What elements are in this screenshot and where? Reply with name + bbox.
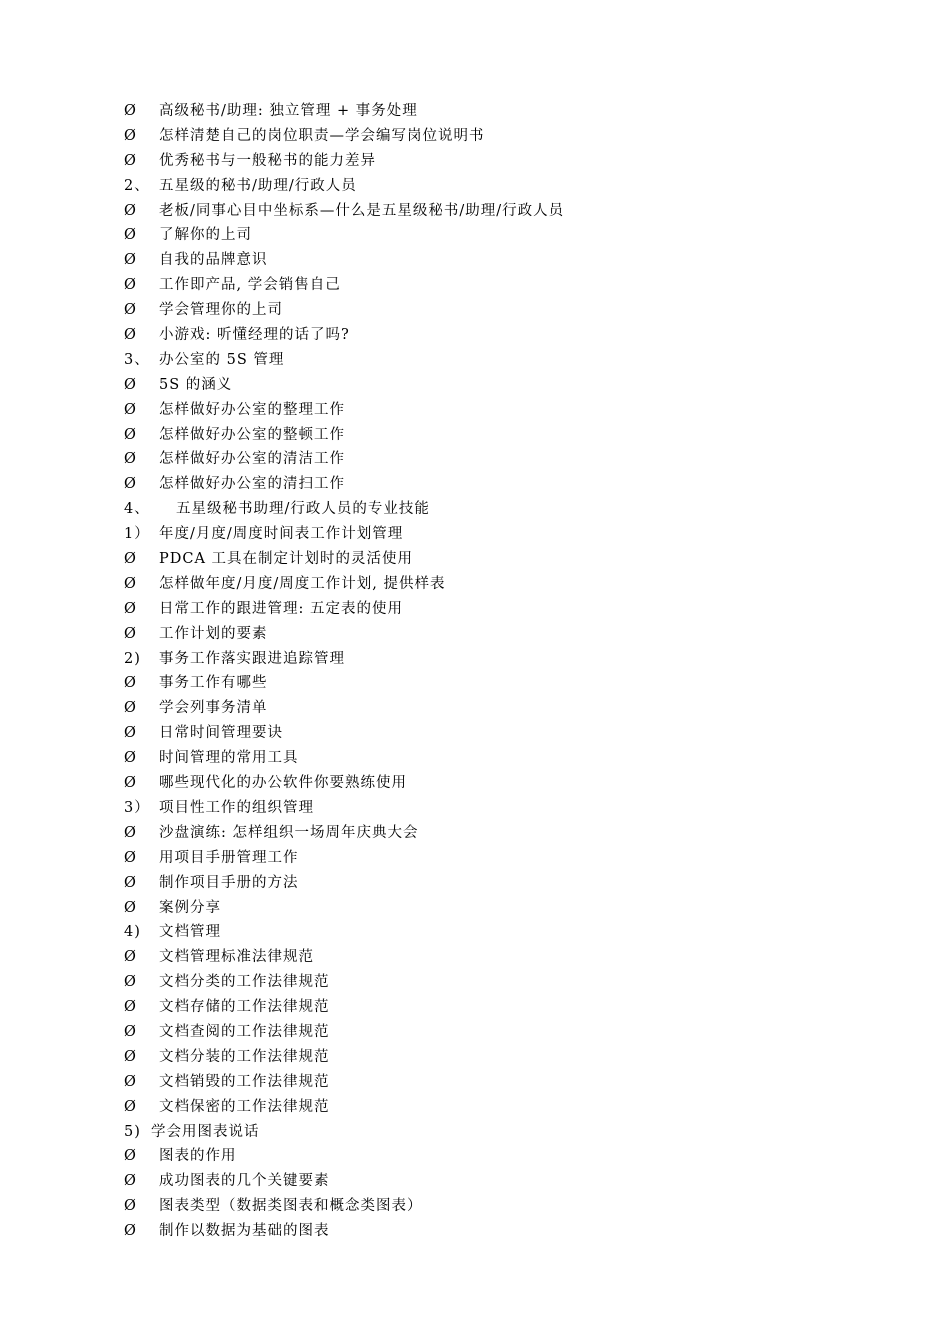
bullet-marker: Ø bbox=[124, 625, 137, 642]
list-item bbox=[124, 174, 884, 199]
list-item bbox=[124, 1144, 884, 1169]
list-item-text: 怎样做好办公室的清扫工作 bbox=[159, 476, 345, 493]
list-item bbox=[124, 423, 884, 448]
list-item-text: 学会用图表说话 bbox=[151, 1123, 260, 1140]
list-item-text: 日常时间管理要诀 bbox=[159, 725, 283, 742]
list-item-text: 怎样做年度/月度/周度工作计划, 提供样表 bbox=[159, 575, 446, 592]
list-item bbox=[124, 1194, 884, 1219]
list-item-text: 文档管理标准法律规范 bbox=[159, 949, 314, 966]
list-item bbox=[124, 124, 884, 149]
list-item bbox=[124, 995, 884, 1020]
list-item bbox=[124, 746, 884, 771]
list-item-text: 怎样做好办公室的整理工作 bbox=[159, 401, 345, 418]
list-item bbox=[124, 323, 884, 348]
list-item-text: 五星级秘书助理/行政人员的专业技能 bbox=[176, 501, 430, 518]
list-item-text: 哪些现代化的办公软件你要熟练使用 bbox=[159, 775, 407, 792]
bullet-marker: Ø bbox=[124, 1098, 137, 1115]
list-item bbox=[124, 821, 884, 846]
bullet-marker: Ø bbox=[124, 725, 137, 742]
list-item-text: 案例分享 bbox=[159, 899, 221, 916]
bullet-marker: Ø bbox=[124, 227, 137, 244]
list-item bbox=[124, 945, 884, 970]
document-body bbox=[124, 99, 884, 1244]
list-item bbox=[124, 896, 884, 921]
bullet-marker: Ø bbox=[124, 775, 137, 792]
list-item-text: 小游戏: 听懂经理的话了吗? bbox=[159, 327, 350, 344]
section-number: 4、 bbox=[124, 501, 150, 518]
list-item-text: 制作以数据为基础的图表 bbox=[159, 1223, 330, 1240]
bullet-marker: Ø bbox=[124, 1023, 137, 1040]
list-item-text: 事务工作落实跟进追踪管理 bbox=[159, 650, 345, 667]
bullet-marker: Ø bbox=[124, 277, 137, 294]
list-item-text: 学会管理你的上司 bbox=[159, 302, 283, 319]
list-item bbox=[124, 1120, 884, 1145]
list-item-text: 学会列事务清单 bbox=[159, 700, 268, 717]
list-item bbox=[124, 796, 884, 821]
bullet-marker: Ø bbox=[124, 849, 137, 866]
bullet-marker: Ø bbox=[124, 1173, 137, 1190]
list-item bbox=[124, 597, 884, 622]
bullet-marker: Ø bbox=[124, 202, 137, 219]
list-item-text: 年度/月度/周度时间表工作计划管理 bbox=[159, 526, 404, 543]
list-item bbox=[124, 1095, 884, 1120]
list-item-text: 沙盘演练: 怎样组织一场周年庆典大会 bbox=[159, 824, 419, 841]
list-item-text: 高级秘书/助理: 独立管理 + 事务处理 bbox=[159, 103, 418, 119]
list-item-text: 图表的作用 bbox=[159, 1148, 237, 1165]
list-item-text: 五星级的秘书/助理/行政人员 bbox=[159, 177, 357, 194]
bullet-marker: Ø bbox=[124, 824, 137, 841]
bullet-marker: Ø bbox=[124, 152, 137, 169]
bullet-marker: Ø bbox=[124, 1148, 137, 1165]
list-item-text: 文档销毁的工作法律规范 bbox=[159, 1073, 330, 1090]
list-item bbox=[124, 298, 884, 323]
bullet-marker: Ø bbox=[124, 127, 137, 144]
list-item-text: 时间管理的常用工具 bbox=[159, 750, 299, 767]
list-item-text: 文档查阅的工作法律规范 bbox=[159, 1023, 330, 1040]
list-item-text: PDCA 工具在制定计划时的灵活使用 bbox=[159, 551, 414, 568]
list-item bbox=[124, 1169, 884, 1194]
bullet-marker: Ø bbox=[124, 600, 137, 617]
bullet-marker: Ø bbox=[124, 103, 137, 119]
list-item-text: 工作计划的要素 bbox=[159, 625, 268, 642]
section-number: 3、 bbox=[124, 351, 150, 368]
bullet-marker: Ø bbox=[124, 874, 137, 891]
section-number: 4) bbox=[124, 924, 141, 941]
bullet-marker: Ø bbox=[124, 451, 137, 468]
section-number: 2、 bbox=[124, 177, 150, 194]
list-item-text: 用项目手册管理工作 bbox=[159, 849, 299, 866]
list-item bbox=[124, 721, 884, 746]
list-item bbox=[124, 373, 884, 398]
list-item-text: 项目性工作的组织管理 bbox=[159, 799, 314, 816]
bullet-marker: Ø bbox=[124, 1048, 137, 1065]
bullet-marker: Ø bbox=[124, 476, 137, 493]
section-number: 3） bbox=[124, 799, 150, 816]
list-item bbox=[124, 149, 884, 174]
bullet-marker: Ø bbox=[124, 302, 137, 319]
bullet-marker: Ø bbox=[124, 1073, 137, 1090]
bullet-marker: Ø bbox=[124, 999, 137, 1016]
list-item bbox=[124, 846, 884, 871]
list-item bbox=[124, 273, 884, 298]
list-item-text: 日常工作的跟进管理: 五定表的使用 bbox=[159, 600, 403, 617]
list-item bbox=[124, 696, 884, 721]
list-item-text: 工作即产品, 学会销售自己 bbox=[159, 277, 341, 294]
bullet-marker: Ø bbox=[124, 401, 137, 418]
list-item-text: 了解你的上司 bbox=[159, 227, 252, 244]
list-item bbox=[124, 472, 884, 497]
list-item bbox=[124, 572, 884, 597]
bullet-marker: Ø bbox=[124, 376, 137, 393]
bullet-marker: Ø bbox=[124, 700, 137, 717]
bullet-marker: Ø bbox=[124, 675, 137, 692]
bullet-marker: Ø bbox=[124, 1198, 137, 1215]
list-item bbox=[124, 248, 884, 273]
list-item-text: 办公室的 5S 管理 bbox=[159, 351, 285, 368]
bullet-marker: Ø bbox=[124, 551, 137, 568]
bullet-marker: Ø bbox=[124, 575, 137, 592]
bullet-marker: Ø bbox=[124, 1223, 137, 1240]
list-item-text: 文档管理 bbox=[159, 924, 221, 941]
section-number: 2) bbox=[124, 650, 141, 667]
list-item-text: 文档保密的工作法律规范 bbox=[159, 1098, 330, 1115]
list-item-text: 事务工作有哪些 bbox=[159, 675, 268, 692]
list-item-text: 文档分类的工作法律规范 bbox=[159, 974, 330, 991]
bullet-marker: Ø bbox=[124, 750, 137, 767]
list-item bbox=[124, 1045, 884, 1070]
list-item bbox=[124, 99, 884, 124]
list-item-text: 怎样清楚自己的岗位职责—学会编写岗位说明书 bbox=[159, 127, 485, 144]
list-item bbox=[124, 1020, 884, 1045]
list-item bbox=[124, 348, 884, 373]
list-item-text: 文档存储的工作法律规范 bbox=[159, 999, 330, 1016]
list-item bbox=[124, 447, 884, 472]
list-item bbox=[124, 970, 884, 995]
list-item bbox=[124, 920, 884, 945]
list-item bbox=[124, 871, 884, 896]
list-item bbox=[124, 671, 884, 696]
list-item bbox=[124, 398, 884, 423]
list-item bbox=[124, 1219, 884, 1244]
list-item bbox=[124, 622, 884, 647]
list-item-text: 5S 的涵义 bbox=[159, 376, 233, 393]
list-item-text: 优秀秘书与一般秘书的能力差异 bbox=[159, 152, 376, 169]
bullet-marker: Ø bbox=[124, 899, 137, 916]
list-item-text: 图表类型（数据类图表和概念类图表） bbox=[159, 1198, 423, 1215]
list-item-text: 成功图表的几个关键要素 bbox=[159, 1173, 330, 1190]
bullet-marker: Ø bbox=[124, 252, 137, 269]
bullet-marker: Ø bbox=[124, 949, 137, 966]
list-item bbox=[124, 547, 884, 572]
bullet-marker: Ø bbox=[124, 974, 137, 991]
section-number: 1） bbox=[124, 526, 150, 543]
list-item-text: 怎样做好办公室的整顿工作 bbox=[159, 426, 345, 443]
list-item-text: 老板/同事心目中坐标系—什么是五星级秘书/助理/行政人员 bbox=[159, 202, 565, 219]
list-item-text: 自我的品牌意识 bbox=[159, 252, 268, 269]
list-item bbox=[124, 223, 884, 248]
list-item bbox=[124, 771, 884, 796]
bullet-marker: Ø bbox=[124, 327, 137, 344]
list-item-text: 文档分装的工作法律规范 bbox=[159, 1048, 330, 1065]
list-item bbox=[124, 497, 884, 522]
list-item bbox=[124, 647, 884, 672]
bullet-marker: Ø bbox=[124, 426, 137, 443]
list-item-text: 制作项目手册的方法 bbox=[159, 874, 299, 891]
list-item bbox=[124, 522, 884, 547]
list-item bbox=[124, 1070, 884, 1095]
section-number: 5) bbox=[124, 1123, 141, 1140]
list-item-text: 怎样做好办公室的清洁工作 bbox=[159, 451, 345, 468]
list-item bbox=[124, 199, 884, 224]
